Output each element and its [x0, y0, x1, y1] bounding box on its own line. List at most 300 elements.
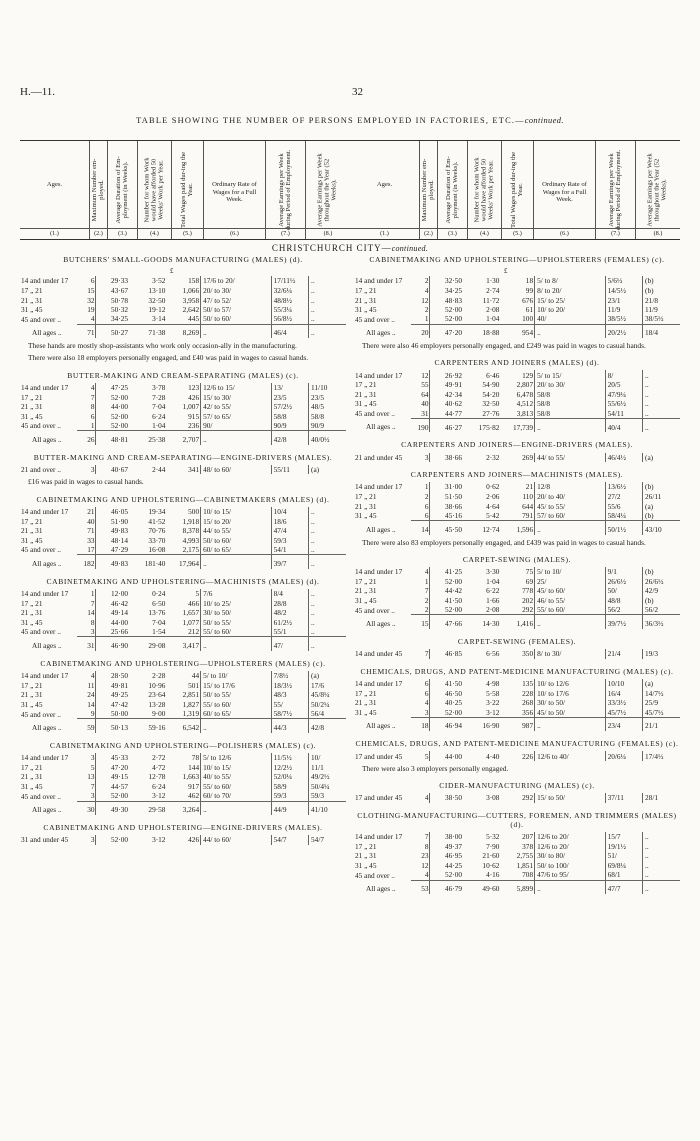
- table-cell: 21: [500, 482, 534, 492]
- table-cell: 14 and under 17: [21, 382, 69, 392]
- table-body: [20, 243, 680, 894]
- table-cell: 47·20: [110, 762, 129, 772]
- table-cell: 19/3: [645, 649, 658, 659]
- table-cell: 55/6: [605, 501, 642, 511]
- table-cell: 5·58: [486, 688, 500, 698]
- table-cell: ..: [311, 589, 315, 599]
- column-header-cell: [438, 141, 468, 239]
- table-cell: 33/3½: [605, 698, 642, 708]
- industry-section: [20, 577, 346, 651]
- total-cell: 46·90: [96, 637, 129, 651]
- table-cell: 21 „ 31: [21, 526, 43, 536]
- table-row: [354, 409, 680, 419]
- table-cell: 7/6: [201, 589, 271, 599]
- table-cell: 56/4: [311, 709, 324, 719]
- table-cell: 445: [166, 314, 200, 324]
- table-cell: 25·66: [110, 627, 129, 637]
- table-cell: 1: [77, 421, 96, 431]
- table-cell: 57/2½: [271, 402, 308, 412]
- table-cell: 46/4½: [605, 453, 642, 463]
- column-label: Ordinary Rate of Wages for a Full Week.: [212, 181, 257, 204]
- table-cell: ..: [311, 516, 315, 526]
- table-cell: 2·28: [152, 671, 166, 681]
- table-row: [354, 482, 680, 492]
- total-cell: 18/4: [643, 324, 680, 338]
- column-label: Average Earnings per Week throughout the Year (52 Weeks).: [646, 153, 668, 227]
- table-cell: 58/9: [271, 782, 308, 792]
- column-label: Ages.: [376, 181, 393, 188]
- table-cell: 55/1: [271, 627, 308, 637]
- table-cell: ..: [311, 314, 315, 324]
- table-cell: 2: [411, 596, 430, 606]
- total-cell: 954: [500, 324, 534, 338]
- table-cell: 54/7: [311, 835, 324, 845]
- table-cell: 90/9: [271, 421, 308, 431]
- table-cell: 1,319: [166, 709, 200, 719]
- industry-section: [20, 255, 346, 363]
- table-cell: 40/ to 55/: [201, 772, 271, 782]
- table-row: [354, 390, 680, 400]
- table-cell: 50/: [605, 586, 642, 596]
- table-cell: (a): [645, 501, 654, 511]
- total-cell: 5,899: [500, 880, 534, 894]
- table-cell: 21/4: [605, 649, 642, 659]
- table-cell: 21 „ 31: [355, 501, 377, 511]
- table-cell: 46·05: [110, 506, 129, 516]
- table-row: [20, 507, 346, 517]
- table-cell: (a): [311, 671, 320, 681]
- table-cell: 3·52: [152, 276, 166, 286]
- column-header-cell: [306, 141, 350, 239]
- table-row: [20, 295, 346, 305]
- table-cell: 50/ to 60/: [201, 536, 271, 546]
- table-cell: 21 and under 45: [355, 452, 403, 462]
- total-cell: ..: [535, 418, 605, 432]
- table-cell: 12/6 to 40/: [535, 751, 605, 761]
- table-cell: 15/ to 50/: [535, 793, 605, 803]
- table-cell: 31 „ 45: [21, 699, 43, 709]
- table-cell: 10·62: [482, 861, 500, 871]
- total-cell: 45·50: [430, 521, 463, 535]
- table-cell: 212: [166, 627, 200, 637]
- industry-section: [354, 781, 680, 803]
- table-cell: 1·30: [486, 276, 500, 286]
- table-cell: 29·33: [110, 276, 129, 286]
- table-cell: 3: [77, 791, 96, 801]
- total-cell: 8,269: [166, 324, 200, 338]
- column-label: Number for whom Work would have afforded 50 Weeks' Work per Year.: [473, 157, 494, 223]
- section-note: There were also 46 employers personally engaged, and £249 was paid in wages to casual hands.: [362, 341, 646, 351]
- table-cell: 55/: [271, 700, 308, 710]
- table-cell: 27/2: [605, 492, 642, 502]
- table-cell: 15/ to 17/6: [201, 681, 271, 691]
- section-title: CLOTHING-MANUFACTURING—CUTTERS, FOREMEN, AND TRIMMERS (MALES) (d).: [357, 810, 677, 829]
- table-cell: 4: [411, 793, 430, 803]
- table-cell: 778: [500, 586, 534, 596]
- total-cell: 42/8: [271, 431, 308, 445]
- table-cell: 2: [411, 305, 430, 315]
- total-cell: 36/3½: [643, 615, 680, 629]
- table-cell: 52·00: [110, 835, 129, 845]
- total-cell: ..: [201, 324, 271, 338]
- table-row: [20, 383, 346, 393]
- table-cell: 7·04: [152, 402, 166, 412]
- table-cell: 123: [166, 383, 200, 393]
- section-title: CABINETMAKING AND UPHOLSTERING—CABINETMAKERS (MALES) (d).: [36, 494, 330, 504]
- table-cell: 3·12: [152, 791, 166, 801]
- table-cell: 56/8½: [271, 314, 308, 324]
- table-cell: 2,851: [166, 690, 200, 700]
- table-cell: 1,007: [166, 402, 200, 412]
- table-row: [20, 598, 346, 608]
- table-cell: 269: [500, 453, 534, 463]
- table-row: [354, 870, 680, 880]
- table-cell: 44·57: [110, 782, 129, 792]
- table-cell: 38·00: [444, 832, 463, 842]
- table-cell: 14 and under 17: [21, 671, 69, 681]
- table-cell: 60/ to 70/: [201, 791, 271, 801]
- column-number: (3.): [108, 228, 137, 237]
- data-table: [20, 589, 346, 651]
- table-cell: 69/8¼: [605, 861, 642, 871]
- table-cell: ..: [311, 295, 315, 305]
- data-table: [20, 753, 346, 815]
- table-row: [20, 700, 346, 710]
- table-cell: ..: [645, 851, 649, 861]
- table-cell: 6·24: [152, 782, 166, 792]
- total-row: [20, 555, 346, 569]
- table-cell: 52·00: [444, 870, 463, 880]
- table-cell: 52·00: [110, 791, 129, 801]
- table-cell: 28·50: [110, 671, 129, 681]
- table-cell: 3·78: [152, 382, 166, 392]
- total-row: [354, 418, 680, 432]
- industry-section: [20, 371, 346, 445]
- table-cell: 426: [166, 392, 200, 402]
- table-cell: 11/1: [311, 762, 324, 772]
- table-cell: 17/6 to 20/: [201, 276, 271, 286]
- table-cell: 6: [77, 276, 96, 286]
- table-cell: 21 „ 31: [21, 772, 43, 782]
- table-cell: 32·50: [444, 276, 463, 286]
- column-header-cell: [90, 141, 108, 239]
- table-row: [20, 835, 346, 845]
- table-cell: 14 and under 17: [355, 482, 403, 492]
- table-cell: 58/4¼: [605, 511, 642, 521]
- total-cell: 29·58: [129, 801, 166, 815]
- table-cell: ..: [311, 526, 315, 536]
- table-cell: 44·42: [444, 586, 463, 596]
- table-cell: 38/5½: [645, 314, 664, 324]
- table-cell: 46·95: [444, 851, 463, 861]
- table-cell: 69: [500, 577, 534, 587]
- table-cell: 34·25: [110, 314, 129, 324]
- column-number: (6.): [534, 228, 595, 237]
- column-header-cell: [138, 141, 172, 239]
- total-cell: 39/7: [271, 555, 308, 569]
- table-cell: 14 and under 17: [21, 753, 69, 763]
- table-cell: 3: [77, 465, 96, 475]
- table-cell: 3: [77, 835, 96, 845]
- total-cell: 47·20: [430, 324, 463, 338]
- table-title-continued: continued.: [524, 116, 564, 125]
- table-cell: 6·50: [152, 598, 166, 608]
- table-row: [354, 708, 680, 718]
- column-label: Total Wages paid dur-ing the Year.: [509, 151, 524, 229]
- table-cell: 45 and over ..: [21, 791, 61, 801]
- column-number: (4.): [468, 228, 501, 237]
- data-table: [354, 793, 680, 803]
- table-cell: 46·85: [444, 649, 463, 659]
- table-cell: 47·25: [110, 382, 129, 392]
- table-row: [354, 567, 680, 577]
- table-cell: 8/ to 30/: [535, 649, 605, 659]
- table-cell: 47/6 to 95/: [535, 870, 605, 880]
- city-continued: continued.: [391, 244, 429, 253]
- table-cell: 44/ to 60/: [201, 835, 271, 845]
- total-cell: 3,264: [166, 801, 200, 815]
- table-cell: 2,642: [166, 305, 200, 315]
- total-cell: 18·88: [463, 324, 500, 338]
- data-table: [354, 832, 680, 894]
- table-cell: 12: [411, 370, 430, 380]
- table-cell: 49/2½: [311, 772, 330, 782]
- table-cell: 11/10: [311, 382, 328, 392]
- table-cell: 48/3: [271, 690, 308, 700]
- industry-section: [354, 811, 680, 894]
- total-cell: ..: [309, 555, 346, 569]
- table-cell: 8: [77, 402, 96, 412]
- section-title: BUTTER-MAKING AND CREAM-SEPARATING (MALES) (c).: [67, 370, 299, 380]
- total-cell: 46·94: [430, 717, 463, 731]
- total-cell: 50/1½: [605, 521, 642, 535]
- data-table: [20, 465, 346, 475]
- table-row: [20, 421, 346, 431]
- table-cell: 44·25: [444, 861, 463, 871]
- table-cell: 135: [500, 679, 534, 689]
- total-cell: 49·83: [96, 555, 129, 569]
- column-header-cell: [636, 141, 680, 239]
- total-cell: ..: [201, 555, 271, 569]
- table-cell: 378: [500, 842, 534, 852]
- table-cell: 21 „ 31: [21, 690, 43, 700]
- table-cell: 48/ to 60/: [201, 465, 271, 475]
- table-cell: 59/3: [311, 791, 324, 801]
- total-cell: ..: [201, 637, 271, 651]
- column-number: (5.): [172, 228, 203, 237]
- table-row: [354, 596, 680, 606]
- table-row: [354, 851, 680, 861]
- table-cell: ..: [311, 535, 315, 545]
- industry-section: [354, 667, 680, 732]
- table-cell: 15/7: [605, 832, 642, 842]
- table-cell: 2,175: [166, 545, 200, 555]
- table-row: [354, 492, 680, 502]
- table-cell: 49·91: [444, 380, 463, 390]
- table-cell: 15/ to 20/: [201, 516, 271, 526]
- total-cell: 20: [411, 324, 430, 338]
- table-row: [354, 688, 680, 698]
- table-cell: 292: [500, 605, 534, 615]
- total-cell: 71·38: [129, 324, 166, 338]
- table-cell: 500: [166, 507, 200, 517]
- table-cell: 20/ to 30/: [535, 380, 605, 390]
- table-cell: 7: [411, 586, 430, 596]
- column-number: (4.): [138, 228, 171, 237]
- table-row: [20, 392, 346, 402]
- total-cell: All ages ..: [366, 328, 396, 338]
- table-cell: 12/6 to 20/: [535, 832, 605, 842]
- total-cell: 47/: [271, 637, 308, 651]
- table-cell: 55/ to 60/: [201, 700, 271, 710]
- table-cell: 52·00: [110, 411, 129, 421]
- column-number: (1.): [350, 228, 419, 237]
- city-name: CHRISTCHURCH CITY—: [271, 243, 392, 253]
- column-label: Maximum Number em-ployed.: [420, 158, 435, 222]
- total-cell: 47/7: [605, 880, 642, 894]
- table-cell: 57/ to 65/: [201, 411, 271, 421]
- table-cell: 44: [166, 671, 200, 681]
- table-cell: 917: [166, 782, 200, 792]
- table-cell: ..: [311, 608, 315, 618]
- column-header-cell: [596, 141, 636, 239]
- total-row: [354, 880, 680, 894]
- total-row: [20, 324, 346, 338]
- table-cell: 19: [77, 305, 96, 315]
- total-cell: 25·38: [129, 431, 166, 445]
- table-cell: 6·24: [152, 411, 166, 421]
- total-cell: 49·60: [463, 880, 500, 894]
- table-cell: 915: [166, 411, 200, 421]
- section-title: CARPET-SEWING (FEMALES).: [457, 636, 577, 646]
- table-cell: ..: [645, 380, 649, 390]
- table-cell: 4: [411, 286, 430, 296]
- table-cell: 50·32: [110, 305, 129, 315]
- table-cell: 14 and under 17: [355, 370, 403, 380]
- table-cell: 7·28: [152, 392, 166, 402]
- table-cell: 48/8: [605, 596, 642, 606]
- data-table: [354, 567, 680, 629]
- table-cell: 50/ to 60/: [201, 314, 271, 324]
- table-row: [354, 314, 680, 324]
- table-cell: 6: [77, 411, 96, 421]
- city-heading: [20, 243, 680, 255]
- table-cell: 5·42: [486, 511, 500, 521]
- table-cell: 61: [500, 305, 534, 315]
- table-cell: 54/7: [271, 835, 308, 845]
- table-row: [20, 791, 346, 801]
- table-cell: 11·72: [482, 295, 500, 305]
- table-cell: 40·25: [444, 698, 463, 708]
- table-cell: 1: [77, 589, 96, 599]
- table-cell: 15/ to 30/: [201, 392, 271, 402]
- table-cell: 50/ to 100/: [535, 861, 605, 871]
- table-row: [20, 627, 346, 637]
- total-row: [20, 801, 346, 815]
- table-cell: 40: [77, 516, 96, 526]
- table-cell: 1: [411, 314, 430, 324]
- table-cell: 45 and over ..: [355, 314, 395, 324]
- table-cell: 45/ to 55/: [535, 501, 605, 511]
- table-cell: 44·00: [110, 402, 129, 412]
- table-row: [20, 753, 346, 763]
- table-cell: ..: [311, 276, 315, 286]
- data-table: [20, 507, 346, 569]
- total-cell: 44/3: [271, 719, 308, 733]
- table-cell: 356: [500, 708, 534, 718]
- table-cell: 44/ to 55/: [535, 453, 605, 463]
- table-cell: (b): [645, 596, 654, 606]
- table-cell: 48/2: [271, 608, 308, 618]
- total-cell: 15: [411, 615, 430, 629]
- table-cell: 3·12: [152, 835, 166, 845]
- table-cell: 18: [500, 276, 534, 286]
- table-cell: 11: [77, 681, 96, 691]
- table-cell: 56/2: [645, 605, 658, 615]
- column-label: Average Earnings per Week throughout the Year (52 Weeks).: [316, 153, 338, 227]
- table-cell: ..: [645, 389, 649, 399]
- industry-section: [354, 555, 680, 629]
- table-cell: 55/ to 60/: [535, 605, 605, 615]
- table-cell: 47/9¼: [605, 390, 642, 400]
- section-title: CIDER-MANUFACTURING (MALES) (c).: [439, 781, 595, 791]
- total-cell: ..: [309, 324, 346, 338]
- data-table: [354, 453, 680, 463]
- table-cell: 58/7½: [271, 709, 308, 719]
- table-row: [20, 709, 346, 719]
- table-cell: 44·00: [110, 617, 129, 627]
- table-cell: 1·54: [152, 627, 166, 637]
- table-cell: 2: [411, 492, 430, 502]
- table-cell: 50/ to 57/: [201, 305, 271, 315]
- table-cell: 21 and over ..: [21, 465, 61, 475]
- total-cell: All ages ..: [32, 558, 62, 568]
- table-cell: 23/1: [605, 295, 642, 305]
- table-cell: 55/ to 60/: [201, 627, 271, 637]
- section-note: £16 was paid in wages to casual hands.: [28, 477, 144, 487]
- table-cell: 34·25: [444, 285, 463, 295]
- data-table: [354, 679, 680, 731]
- table-cell: 14 and under 17: [21, 589, 69, 599]
- total-cell: ..: [535, 615, 605, 629]
- column-number: (2.): [90, 228, 107, 237]
- table-row: [20, 690, 346, 700]
- table-cell: 3·30: [486, 567, 500, 577]
- table-cell: ..: [645, 370, 649, 380]
- table-cell: 13·10: [148, 285, 166, 295]
- table-cell: 2·08: [486, 305, 500, 315]
- table-cell: 41·50: [444, 596, 463, 606]
- table-cell: 45 and over ..: [21, 709, 61, 719]
- table-cell: 202: [500, 596, 534, 606]
- table-cell: ..: [645, 870, 649, 880]
- table-row: [20, 618, 346, 628]
- column-number: (2.): [420, 228, 437, 237]
- table-row: [20, 526, 346, 536]
- table-cell: 52/0¼: [271, 772, 308, 782]
- total-cell: All ages ..: [366, 883, 396, 893]
- table-cell: 52·00: [444, 707, 463, 717]
- total-cell: All ages ..: [366, 524, 396, 534]
- table-cell: 2,807: [500, 380, 534, 390]
- table-cell: 8/: [605, 370, 642, 380]
- total-cell: All ages ..: [366, 721, 396, 731]
- table-cell: 21 „ 31: [355, 698, 377, 708]
- table-cell: 1·04: [486, 314, 500, 324]
- table-cell: 14 and under 45: [355, 649, 403, 659]
- column-header-cell: [502, 141, 534, 239]
- table-cell: 7/8½: [271, 671, 308, 681]
